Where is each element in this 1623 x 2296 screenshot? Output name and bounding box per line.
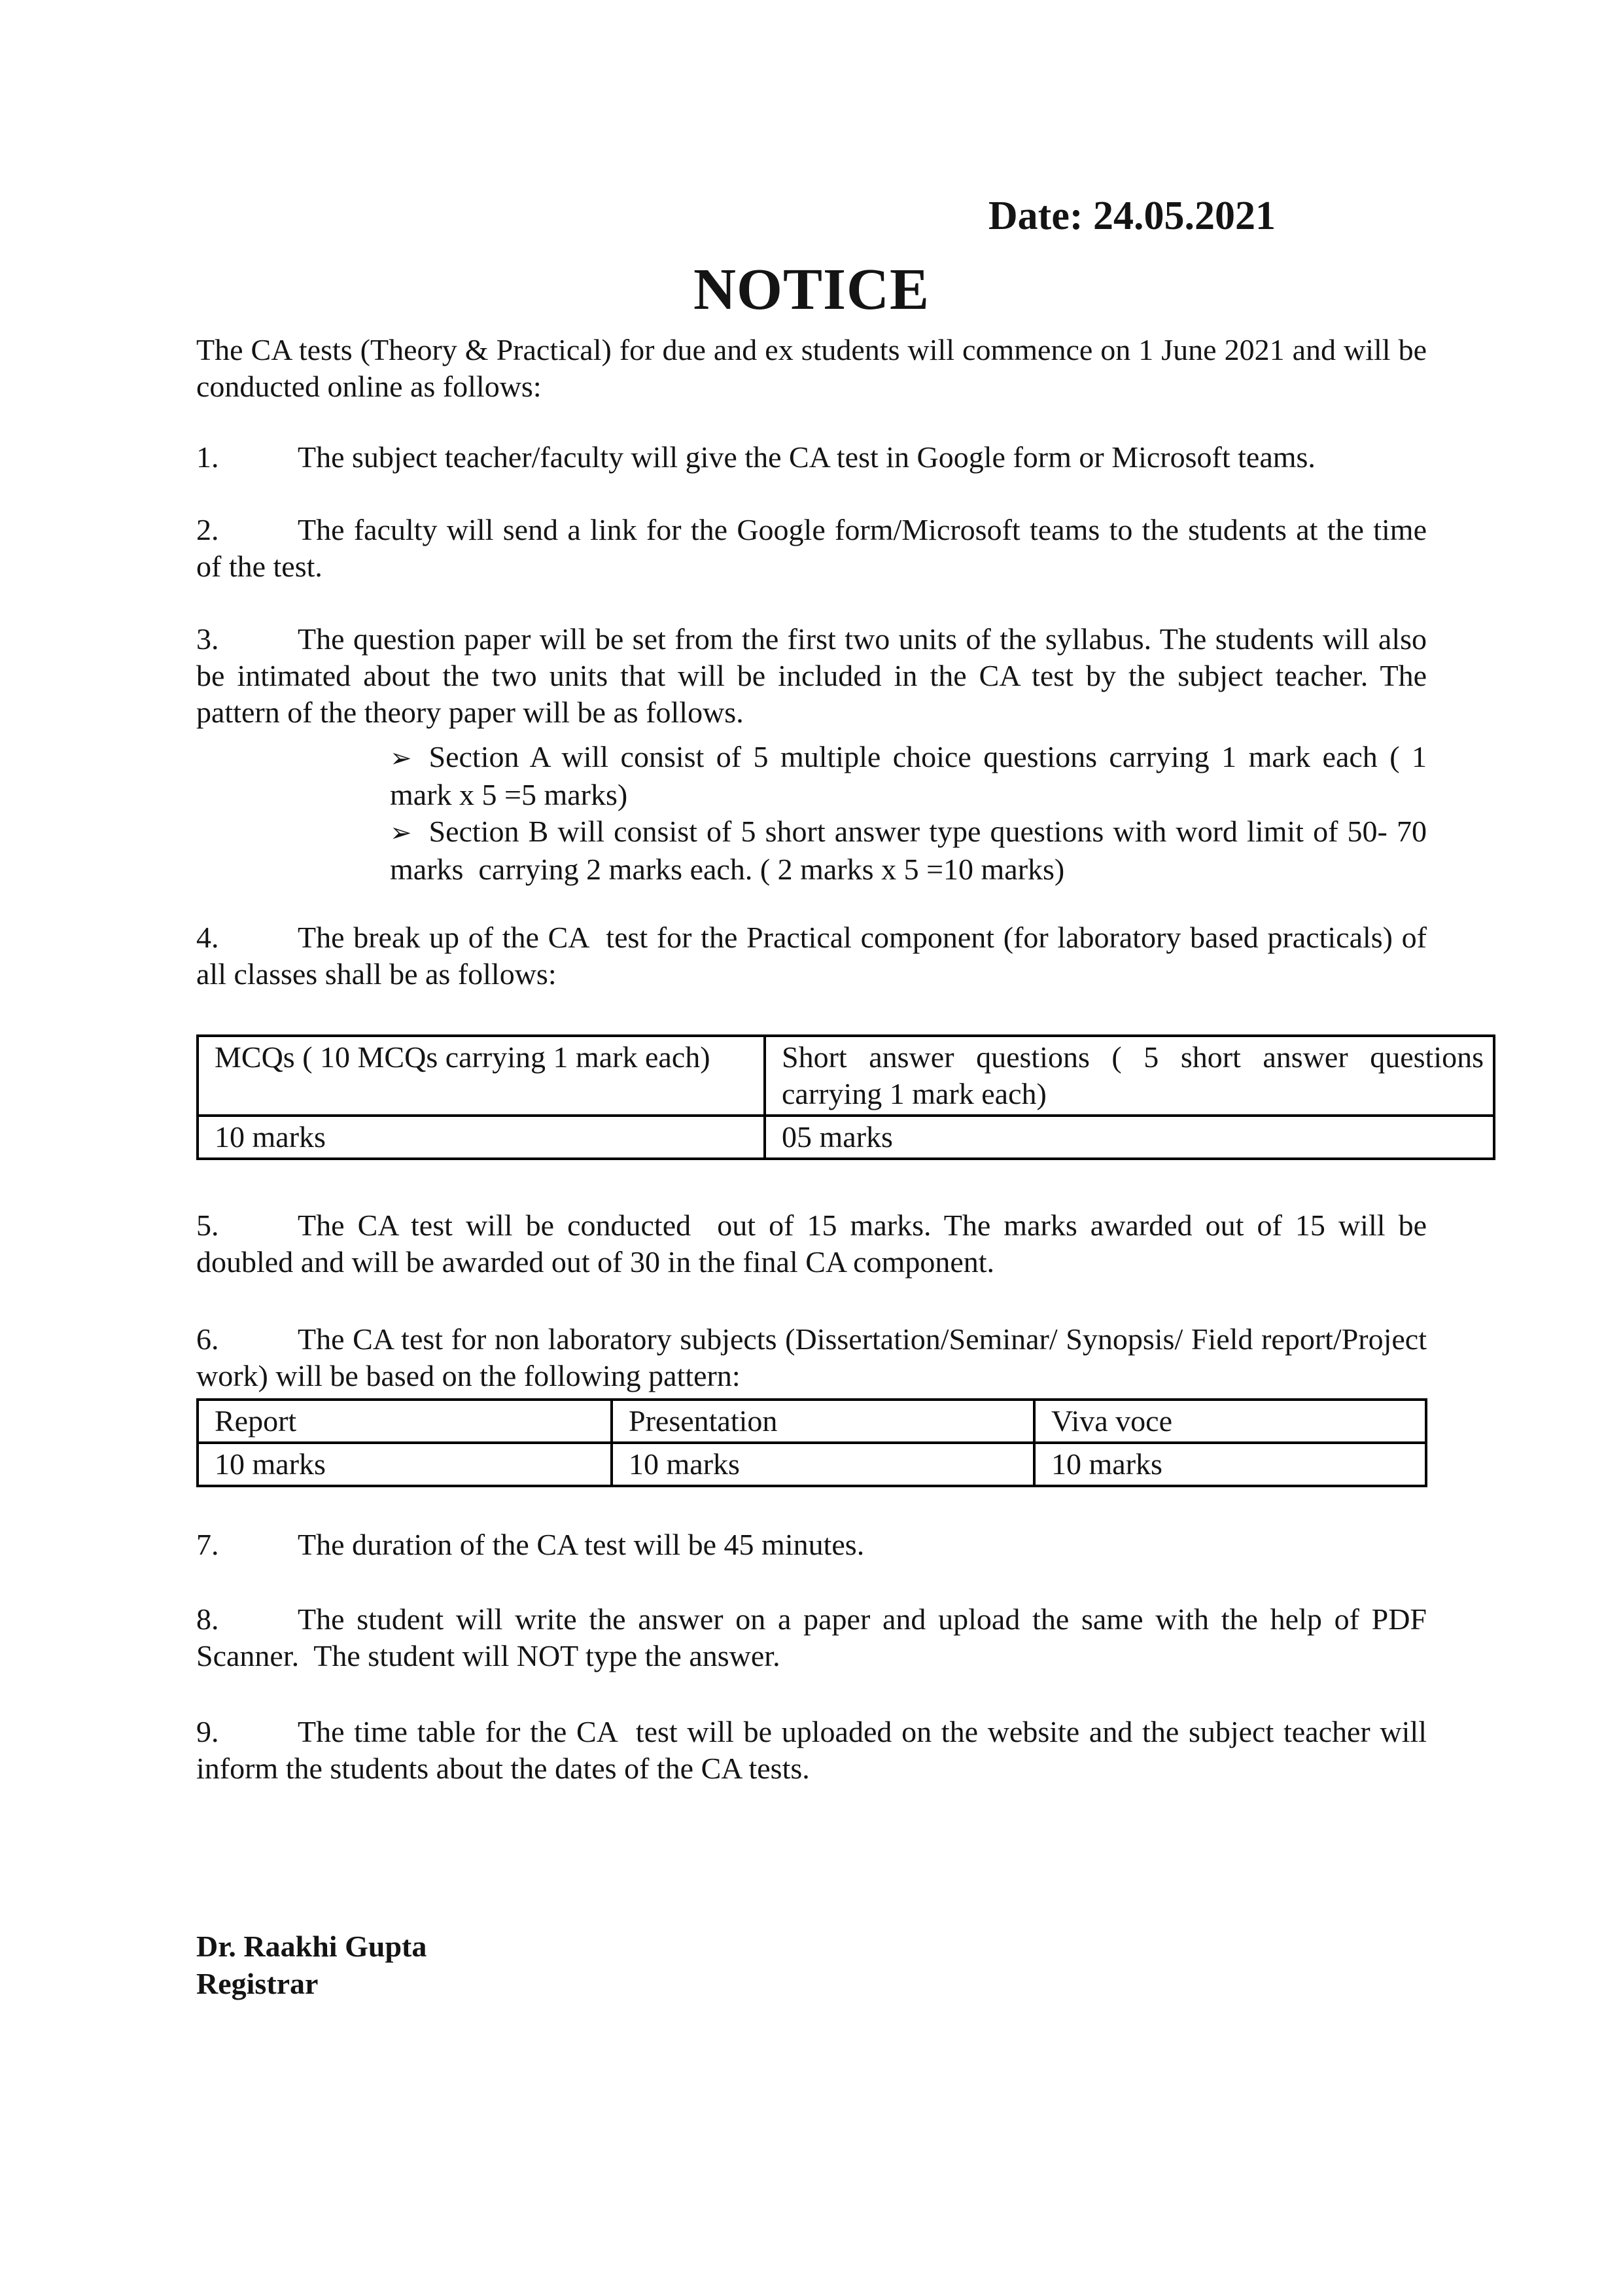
item-number: 3. (196, 622, 219, 656)
table-header-cell: Presentation (612, 1400, 1034, 1443)
item-text: The time table for the CA test will be uploaded on the website and the subject teacher will inform the students about the dates of the CA tests. (196, 1715, 1435, 1785)
list-item-4 (196, 919, 1435, 993)
theory-pattern-bullets (196, 739, 1435, 888)
item-text: The CA test for non laboratory subjects (Dissertation/Seminar/ Synopsis/ Field report/Project work) will be based on the following pattern: (196, 1322, 1435, 1392)
item-number: 5. (196, 1209, 219, 1242)
item-number: 1. (196, 440, 219, 474)
list-item-1 (196, 439, 1427, 476)
item-text: The faculty will send a link for the Google form/Microsoft teams to the students at the time of the test. (196, 513, 1435, 583)
non-laboratory-ca-pattern-table (196, 1398, 1427, 1487)
table-header-cell: Short answer questions ( 5 short answer questions carrying 1 mark each) (765, 1036, 1494, 1116)
list-item-8 (196, 1601, 1435, 1674)
list-item-6 (196, 1321, 1435, 1394)
table-header-cell: Report (198, 1400, 612, 1443)
table-header-row (198, 1400, 1426, 1443)
list-item-5 (196, 1207, 1435, 1280)
signatory-name: Dr. Raakhi Gupta (196, 1930, 427, 1963)
table-cell: 10 marks (198, 1116, 765, 1159)
table-row (198, 1116, 1494, 1159)
item-number: 4. (196, 921, 219, 954)
table-cell: 10 marks (612, 1443, 1034, 1486)
item-number: 8. (196, 1602, 219, 1636)
signatory-title: Registrar (196, 1967, 319, 2000)
bullet-text: Section B will consist of 5 short answer type questions with word limit of 50- 70 marks carrying 2 marks each. ( 2 marks x 5 =10 marks) (390, 815, 1435, 886)
list-item-3 (196, 621, 1435, 731)
table-cell: 10 marks (1034, 1443, 1426, 1486)
item-text: The break up of the CA test for the Practical component (for laboratory based practicals) of all classes shall be as follows: (196, 921, 1435, 991)
arrowhead-bullet-icon: ➢ (390, 743, 412, 773)
bullet-item-section-b (196, 813, 1435, 888)
item-text: The CA test will be conducted out of 15 marks. The marks awarded out of 15 will be doubled and will be awarded out of 30 in the final CA component. (196, 1209, 1435, 1279)
table-header-row (198, 1036, 1494, 1116)
item-number: 2. (196, 513, 219, 546)
date-line: Date: 24.05.2021 (988, 194, 1276, 238)
table-cell: 05 marks (765, 1116, 1494, 1159)
bullet-item-section-a (196, 739, 1435, 813)
item-text: The duration of the CA test will be 45 minutes. (298, 1528, 865, 1561)
page-title: NOTICE (693, 257, 930, 322)
table-header-cell: MCQs ( 10 MCQs carrying 1 mark each) (198, 1036, 765, 1116)
bullet-text: Section A will consist of 5 multiple choice questions carrying 1 mark each ( 1 mark x 5 =5 marks) (390, 740, 1435, 811)
item-number: 7. (196, 1528, 219, 1561)
table-cell: 10 marks (198, 1443, 612, 1486)
arrowhead-bullet-icon: ➢ (390, 818, 412, 848)
intro-paragraph: The CA tests (Theory & Practical) for due and ex students will commence on 1 June 2021 and will be conducted online as follows: (196, 333, 1435, 403)
signature-block (196, 1928, 1427, 2002)
practical-ca-breakup-table (196, 1034, 1495, 1160)
item-text: The question paper will be set from the first two units of the syllabus. The students will also be intimated about the two units that will be included in the CA test by the subject teacher. The pattern of the theory paper will be as follows. (196, 622, 1435, 729)
item-text: The student will write the answer on a paper and upload the same with the help of PDF Scanner. The student will NOT type the answer. (196, 1602, 1435, 1672)
item-text: The subject teacher/faculty will give the CA test in Google form or Microsoft teams. (298, 440, 1316, 474)
table-header-cell: Viva voce (1034, 1400, 1426, 1443)
table-row (198, 1443, 1426, 1486)
notice-page (196, 0, 1492, 2002)
list-item-2 (196, 512, 1435, 585)
item-number: 6. (196, 1322, 219, 1356)
list-item-7 (196, 1527, 1427, 1563)
item-number: 9. (196, 1715, 219, 1748)
list-item-9 (196, 1714, 1435, 1787)
